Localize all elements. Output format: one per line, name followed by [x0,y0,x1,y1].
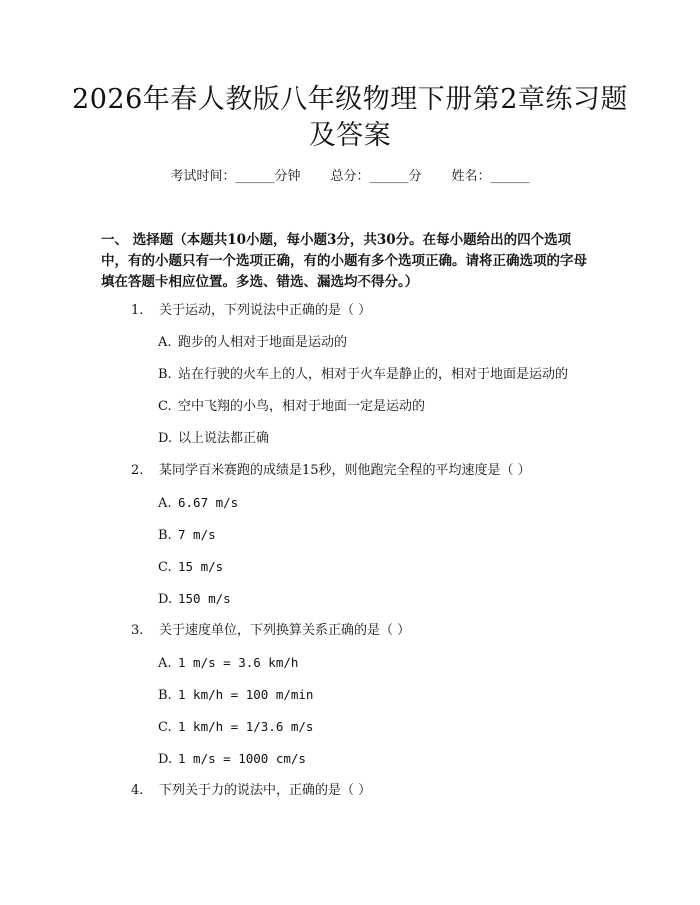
question-number: 2. [131,463,144,478]
question-3-option-d [158,750,306,769]
option-letter: A. [158,335,172,350]
student-name-field: 姓名：______ [451,169,530,184]
question-1 [131,302,371,320]
document-title: 2026年春人教版八年级物理下册第2章练习题及答案 [72,84,628,151]
option-letter: C. [158,399,172,414]
question-2-option-d [158,590,231,609]
exam-time-field: 考试时间：______分钟 [170,169,301,184]
question-number: 3. [131,623,144,638]
option-text: 1 km/h = 100 m/min [178,687,314,702]
total-score-field: 总分：______分 [330,169,422,184]
question-2-option-b [158,526,216,545]
option-letter: B. [158,528,172,543]
question-text: 某同学百米赛跑的成绩是15秒，则他跑完全程的平均速度是（ ） [159,463,531,478]
section-heading: 一、 选择题（本题共10小题，每小题3分，共30分。在每小题给出的四个选项中，有的小题只有一个选项正确，有的小题有多个选项正确。请将正确选项的字母填在答题卡相应位置。多选、错选、漏选均不得分。） [101,232,587,290]
option-letter: A. [158,656,172,671]
question-2-option-c [158,558,223,577]
option-letter: C. [158,560,172,575]
question-2-option-a [158,494,238,513]
exam-meta [0,168,700,186]
option-letter: C. [158,720,172,735]
question-2 [131,462,531,480]
question-1-option-d [158,430,269,448]
option-text: 站在行驶的火车上的人，相对于火车是静止的，相对于地面是运动的 [178,367,569,382]
question-text: 下列关于力的说法中，正确的是（ ） [159,783,372,798]
option-text: 150 m/s [178,591,231,606]
option-text: 1 m/s = 3.6 km/h [178,655,299,670]
option-letter: D. [158,752,173,767]
option-text: 15 m/s [178,559,224,574]
option-letter: B. [158,688,172,703]
option-text: 空中飞翔的小鸟，相对于地面一定是运动的 [178,399,426,414]
question-number: 4. [131,783,144,798]
question-number: 1. [131,303,144,318]
question-3 [131,622,410,640]
question-4 [131,782,371,800]
question-1-option-c [158,398,425,416]
question-1-option-a [158,334,347,352]
question-3-option-b [158,686,313,705]
option-text: 7 m/s [178,527,216,542]
option-text: 以上说法都正确 [178,431,270,446]
question-text: 关于运动，下列说法中正确的是（ ） [159,303,372,318]
question-3-option-c [158,718,313,737]
option-letter: D. [158,592,173,607]
option-text: 1 km/h = 1/3.6 m/s [178,719,314,734]
option-text: 1 m/s = 1000 cm/s [178,751,306,766]
question-3-option-a [158,654,298,673]
option-letter: A. [158,496,172,511]
option-letter: B. [158,367,172,382]
question-1-option-b [158,366,568,384]
question-text: 关于速度单位，下列换算关系正确的是（ ） [159,623,411,638]
option-text: 跑步的人相对于地面是运动的 [178,335,348,350]
option-letter: D. [158,431,173,446]
option-text: 6.67 m/s [178,495,239,510]
